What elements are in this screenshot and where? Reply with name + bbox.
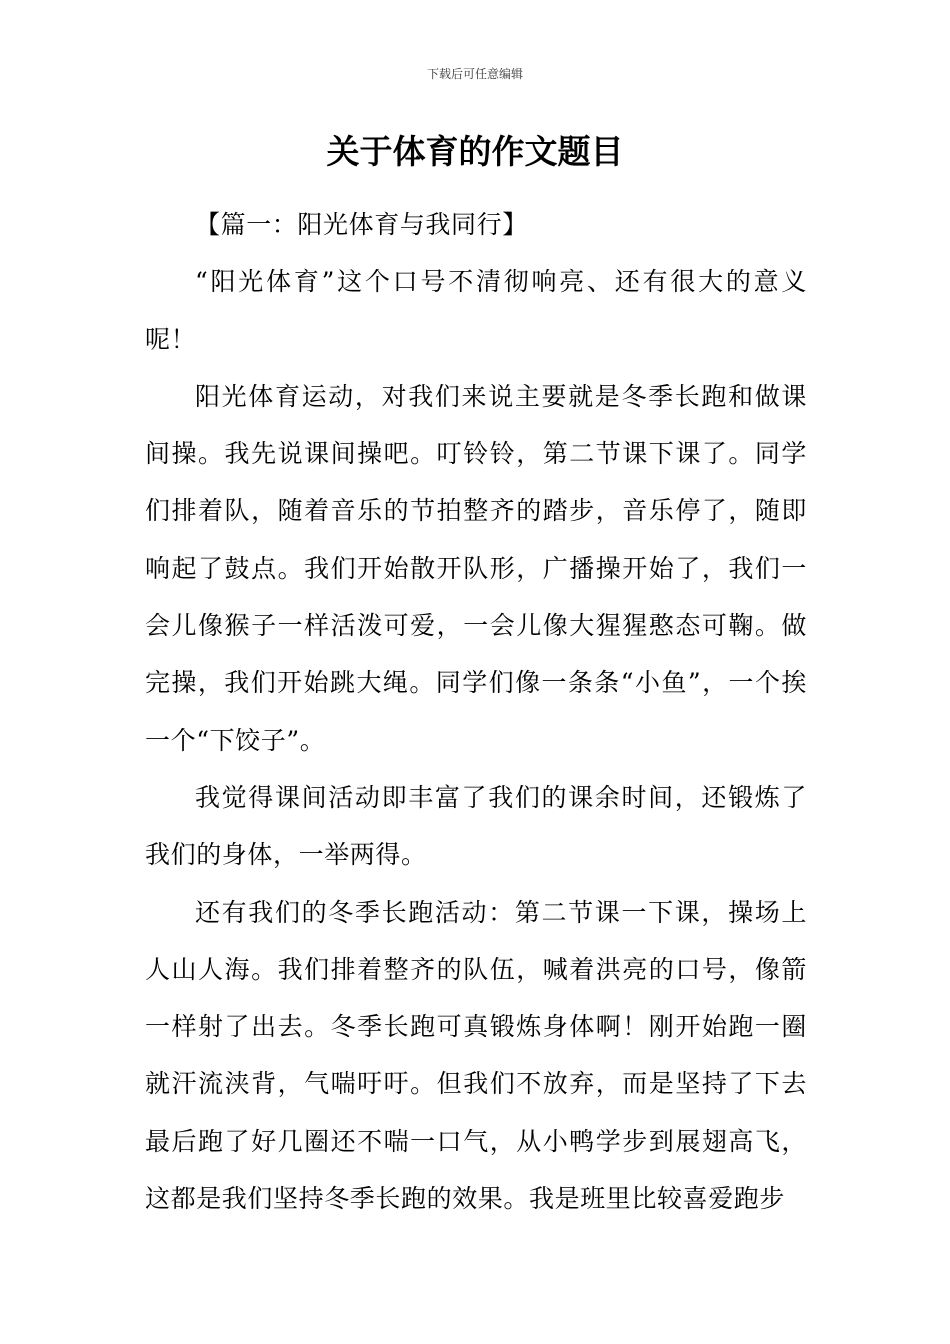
document-body [145, 196, 807, 1227]
paragraph: 还有我们的冬季长跑活动：第二节课一下课，操场上人山人海。我们排着整齐的队伍，喊着洪亮的口号，像箭一样射了出去。冬季长跑可真锻炼身体啊！刚开始跑一圈就汗流浃背，气喘吁吁。但我们不放弃，而是坚持了下去最后跑了好几圈还不喘一口气，从小鸭学步到展翅高飞，这都是我们坚持冬季长跑的效果。我是班里比较喜爱跑步 [145, 897, 807, 1214]
paragraph: 我觉得课间活动即丰富了我们的课余时间，还锻炼了我们的身体，一举两得。 [145, 782, 807, 870]
header-note: 下载后可任意编辑 [426, 67, 523, 81]
paragraph: “阳光体育”这个口号不清彻响亮、还有很大的意义呢！ [145, 267, 807, 354]
section-heading: 【篇一：阳光体育与我同行】 [195, 210, 528, 239]
paragraph: 阳光体育运动，对我们来说主要就是冬季长跑和做课间操。我先说课间操吧。叮铃铃，第二节课下课了。同学们排着队，随着音乐的节拍整齐的踏步，音乐停了，随即响起了鼓点。我们开始散开队形，广播操开始了，我们一会儿像猴子一样活泼可爱，一会儿像大猩猩憨态可鞠。做完操，我们开始跳大绳。同学们像一条条“小鱼”，一个挨一个“下饺子”。 [145, 381, 807, 755]
document-title: 关于体育的作文题目 [326, 132, 624, 171]
